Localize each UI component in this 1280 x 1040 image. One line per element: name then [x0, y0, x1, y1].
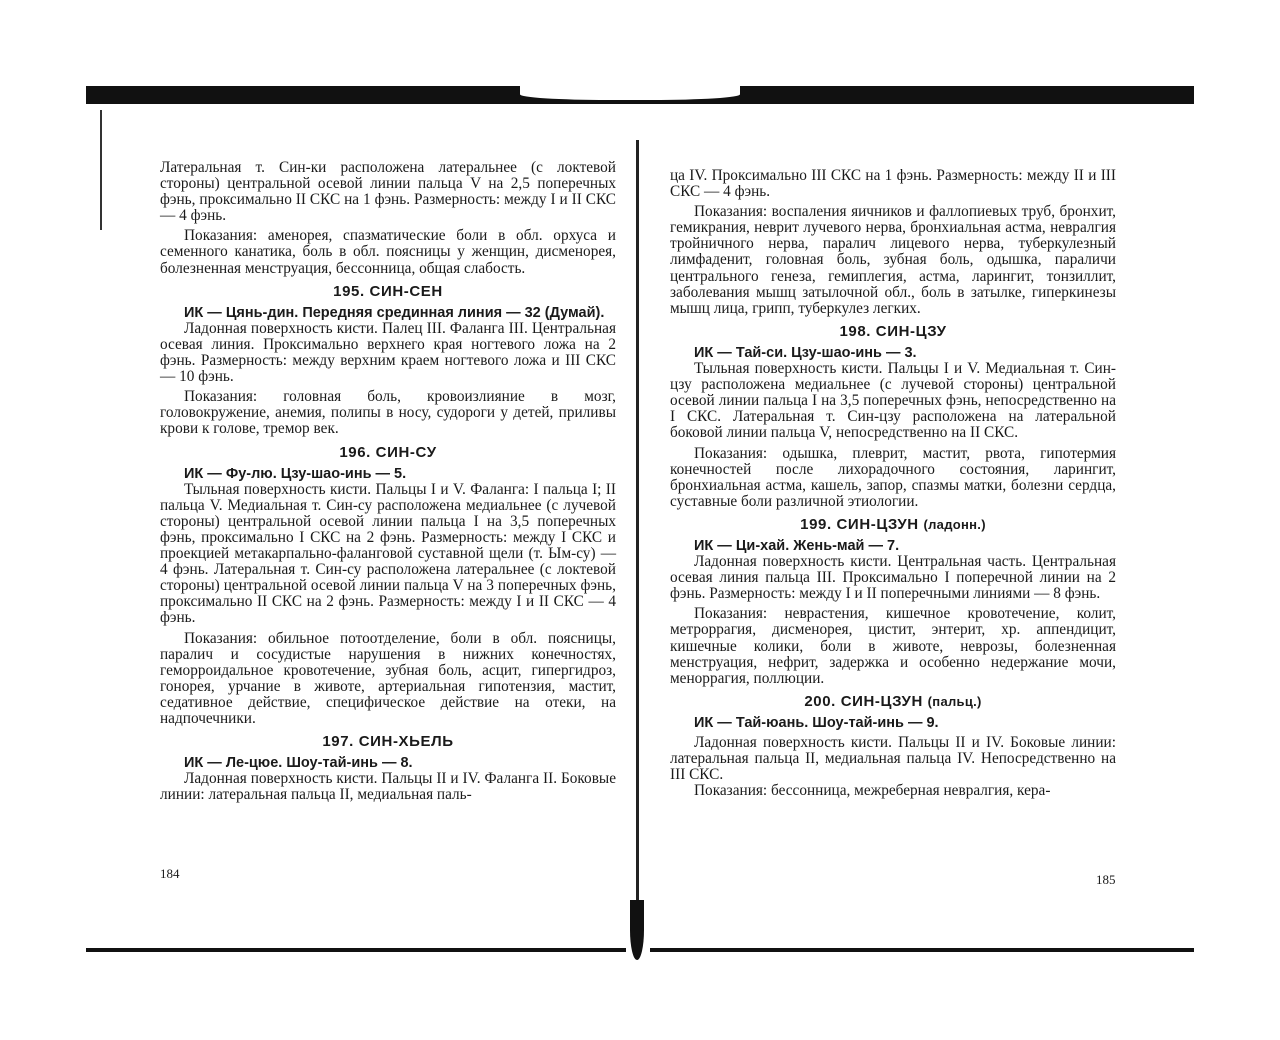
section-ik-199: ИК — Ци-хай. Жень-май — 7.: [694, 537, 900, 554]
section-heading-198: [670, 324, 1116, 340]
section-heading-196: 196. СИН-СУ: [339, 443, 437, 461]
section-ik-197: ИК — Ле-цюе. Шоу-тай-инь — 8.: [184, 755, 413, 772]
right-page: [670, 168, 1116, 799]
section-indications-199: Показания: неврастения, кишечное кровотечение, колит, метроррагия, дисменорея, цистит, энтерит, хр. аппендицит, кишечные колики, боли в животе, неврозы, болезненная менструация, нефрит, задержка и особенно недержание мочи, меноррагия, поллюции.: [670, 605, 1116, 687]
section-ik-196: ИК — Фу-лю. Цзу-шао-инь — 5.: [184, 465, 407, 482]
spine-gap: [520, 86, 740, 100]
section-location-200: Ладонная поверхность кисти. Пальцы II и IV. Боковые линии: латеральная пальца II, медиальная пальца IV. Непосредственно на III СКС.: [670, 734, 1116, 784]
intro-paragraph: Латеральная т. Син-ки расположена латеральнее (с локтевой стороны) центральной осевой линии пальца V на 2,5 поперечных фэнь, проксимально II СКС на 1 фэнь. Размерность: между I и II СКС — 4 фэнь.: [160, 159, 616, 225]
heading-title: 200. СИН-ЦЗУН: [804, 692, 923, 710]
section-location-199: Ладонная поверхность кисти. Центральная часть. Центральная осевая линия пальца III. Проксимально I поперечной линии на 2 фэнь. Размерность: между I и II поперечными линиями — 8 фэнь.: [670, 553, 1116, 603]
section-indications-195: Показания: головная боль, кровоизлияние в мозг, головокружение, анемия, полипы в носу, судороги у детей, приливы крови к голове, тремор век.: [160, 388, 616, 438]
heading-subtitle: (пальц.): [927, 693, 982, 709]
page-edge-mark: [100, 110, 102, 230]
section-ik-195: ИК — Цянь-дин. Передняя срединная линия — 32 (Думай).: [184, 304, 605, 321]
heading-title: 198. СИН-ЦЗУ: [839, 322, 947, 340]
heading-title: 199. СИН-ЦЗУН: [800, 515, 919, 533]
intro-indications: Показания: аменорея, спазматические боли в обл. орхуса и семенного канатика, боль в обл. поясницы у женщин, дисменорея, болезненная менструация, бессонница, общая слабость.: [160, 227, 616, 277]
intro-paragraph: ца IV. Проксимально III СКС на 1 фэнь. Размерность: между II и III СКС — 4 фэнь.: [670, 167, 1116, 201]
bottom-book-edge-left: [86, 948, 626, 952]
section-heading-199: [670, 517, 1116, 533]
left-page: [160, 160, 616, 803]
section-location-198: Тыльная поверхность кисти. Пальцы I и V. Медиальная т. Син-цзу расположена медиальнее (с лучевой стороны) центральной осевой линии пальца I на 3,5 поперечных фэнь, непосредственно на I СКС. Латеральная т. Син-цзу расположена на латеральной боковой линии пальца V, непосредственно на II СКС.: [670, 360, 1116, 442]
heading-subtitle: (ладонн.): [923, 516, 986, 532]
section-indications-200: Показания: бессонница, межреберная невралгия, кера-: [694, 782, 1051, 800]
page-number-left: 184: [160, 866, 180, 881]
section-heading-197: 197. СИН-ХЬЕЛЬ: [322, 733, 454, 751]
page-number-right: 185: [1096, 872, 1116, 887]
section-location-197: Ладонная поверхность кисти. Пальцы II и IV. Фаланга II. Боковые линии: латеральная пальца II, медиальная паль-: [160, 770, 616, 804]
book-spine: [630, 140, 644, 960]
bottom-book-edge-right: [650, 948, 1194, 952]
section-location-196: Тыльная поверхность кисти. Пальцы I и V. Фаланга: I пальца I; II пальца V. Медиальная т. Син-су расположена медиальнее (с лучевой стороны) центральной осевой линии пальца I на 3,5 поперечных фэнь, проксимально I СКС на 2 фэнь. Размерность: между I СКС и проекцией метакарпально-фаланговой суставной щели (т. Ым-су) — 4 фэнь. Латеральная т. Син-су расположена латеральнее (с локтевой стороны) центральной осевой линии пальца V на 3 поперечных фэнь, проксимально II СКС на 2 фэнь. Размерность: между I и II СКС — 4 фэнь.: [160, 480, 616, 627]
section-heading-195: 195. СИН-СЕН: [333, 282, 443, 300]
section-ik-198: ИК — Тай-си. Цзу-шао-инь — 3.: [694, 344, 917, 361]
spine-foot: [630, 900, 644, 960]
section-indications-196: Показания: обильное потоотделение, боли в обл. поясницы, паралич и сосудистые нарушения в нижних конечностях, геморроидальное кровотечение, зубная боль, асцит, гипергидроз, гонорея, урчание в животе, артериальная гипотензия, мастит, седативное действие, специфическое действие на отеки, на надпочечники.: [160, 629, 616, 727]
section-ik-200: ИК — Тай-юань. Шоу-тай-инь — 9.: [694, 714, 939, 731]
section-location-195: Ладонная поверхность кисти. Палец III. Фаланга III. Центральная осевая линия. Проксимально верхнего края ногтевого ложа на 2 фэнь. Размерность: между верхним краем ногтевого ложа и III СКС — 10 фэнь.: [160, 319, 616, 386]
intro-indications: Показания: воспаления яичников и фаллопиевых труб, бронхит, гемикрания, неврит лучевого нерва, бронхиальная астма, невралгия тройничного нерва, паралич лицевого нерва, туберкулезный лимфаденит, головная боль, зубная боль, одышка, параличи центрального генеза, гемиплегия, астма, ларингит, тонзиллит, заболевания мышц затылочной обл., боль в затылке, гиперкинезы мышц лица, грипп, туберкулез легких.: [670, 203, 1116, 317]
section-indications-198: Показания: одышка, плеврит, мастит, рвота, гипотермия конечностей после лихорадочного состояния, ларингит, бронхиальная астма, кашель, запор, спазмы матки, болезни сердца, суставные боли различной этиологии.: [670, 444, 1116, 510]
section-heading-200: [670, 694, 1116, 710]
spine-line: [636, 140, 639, 940]
